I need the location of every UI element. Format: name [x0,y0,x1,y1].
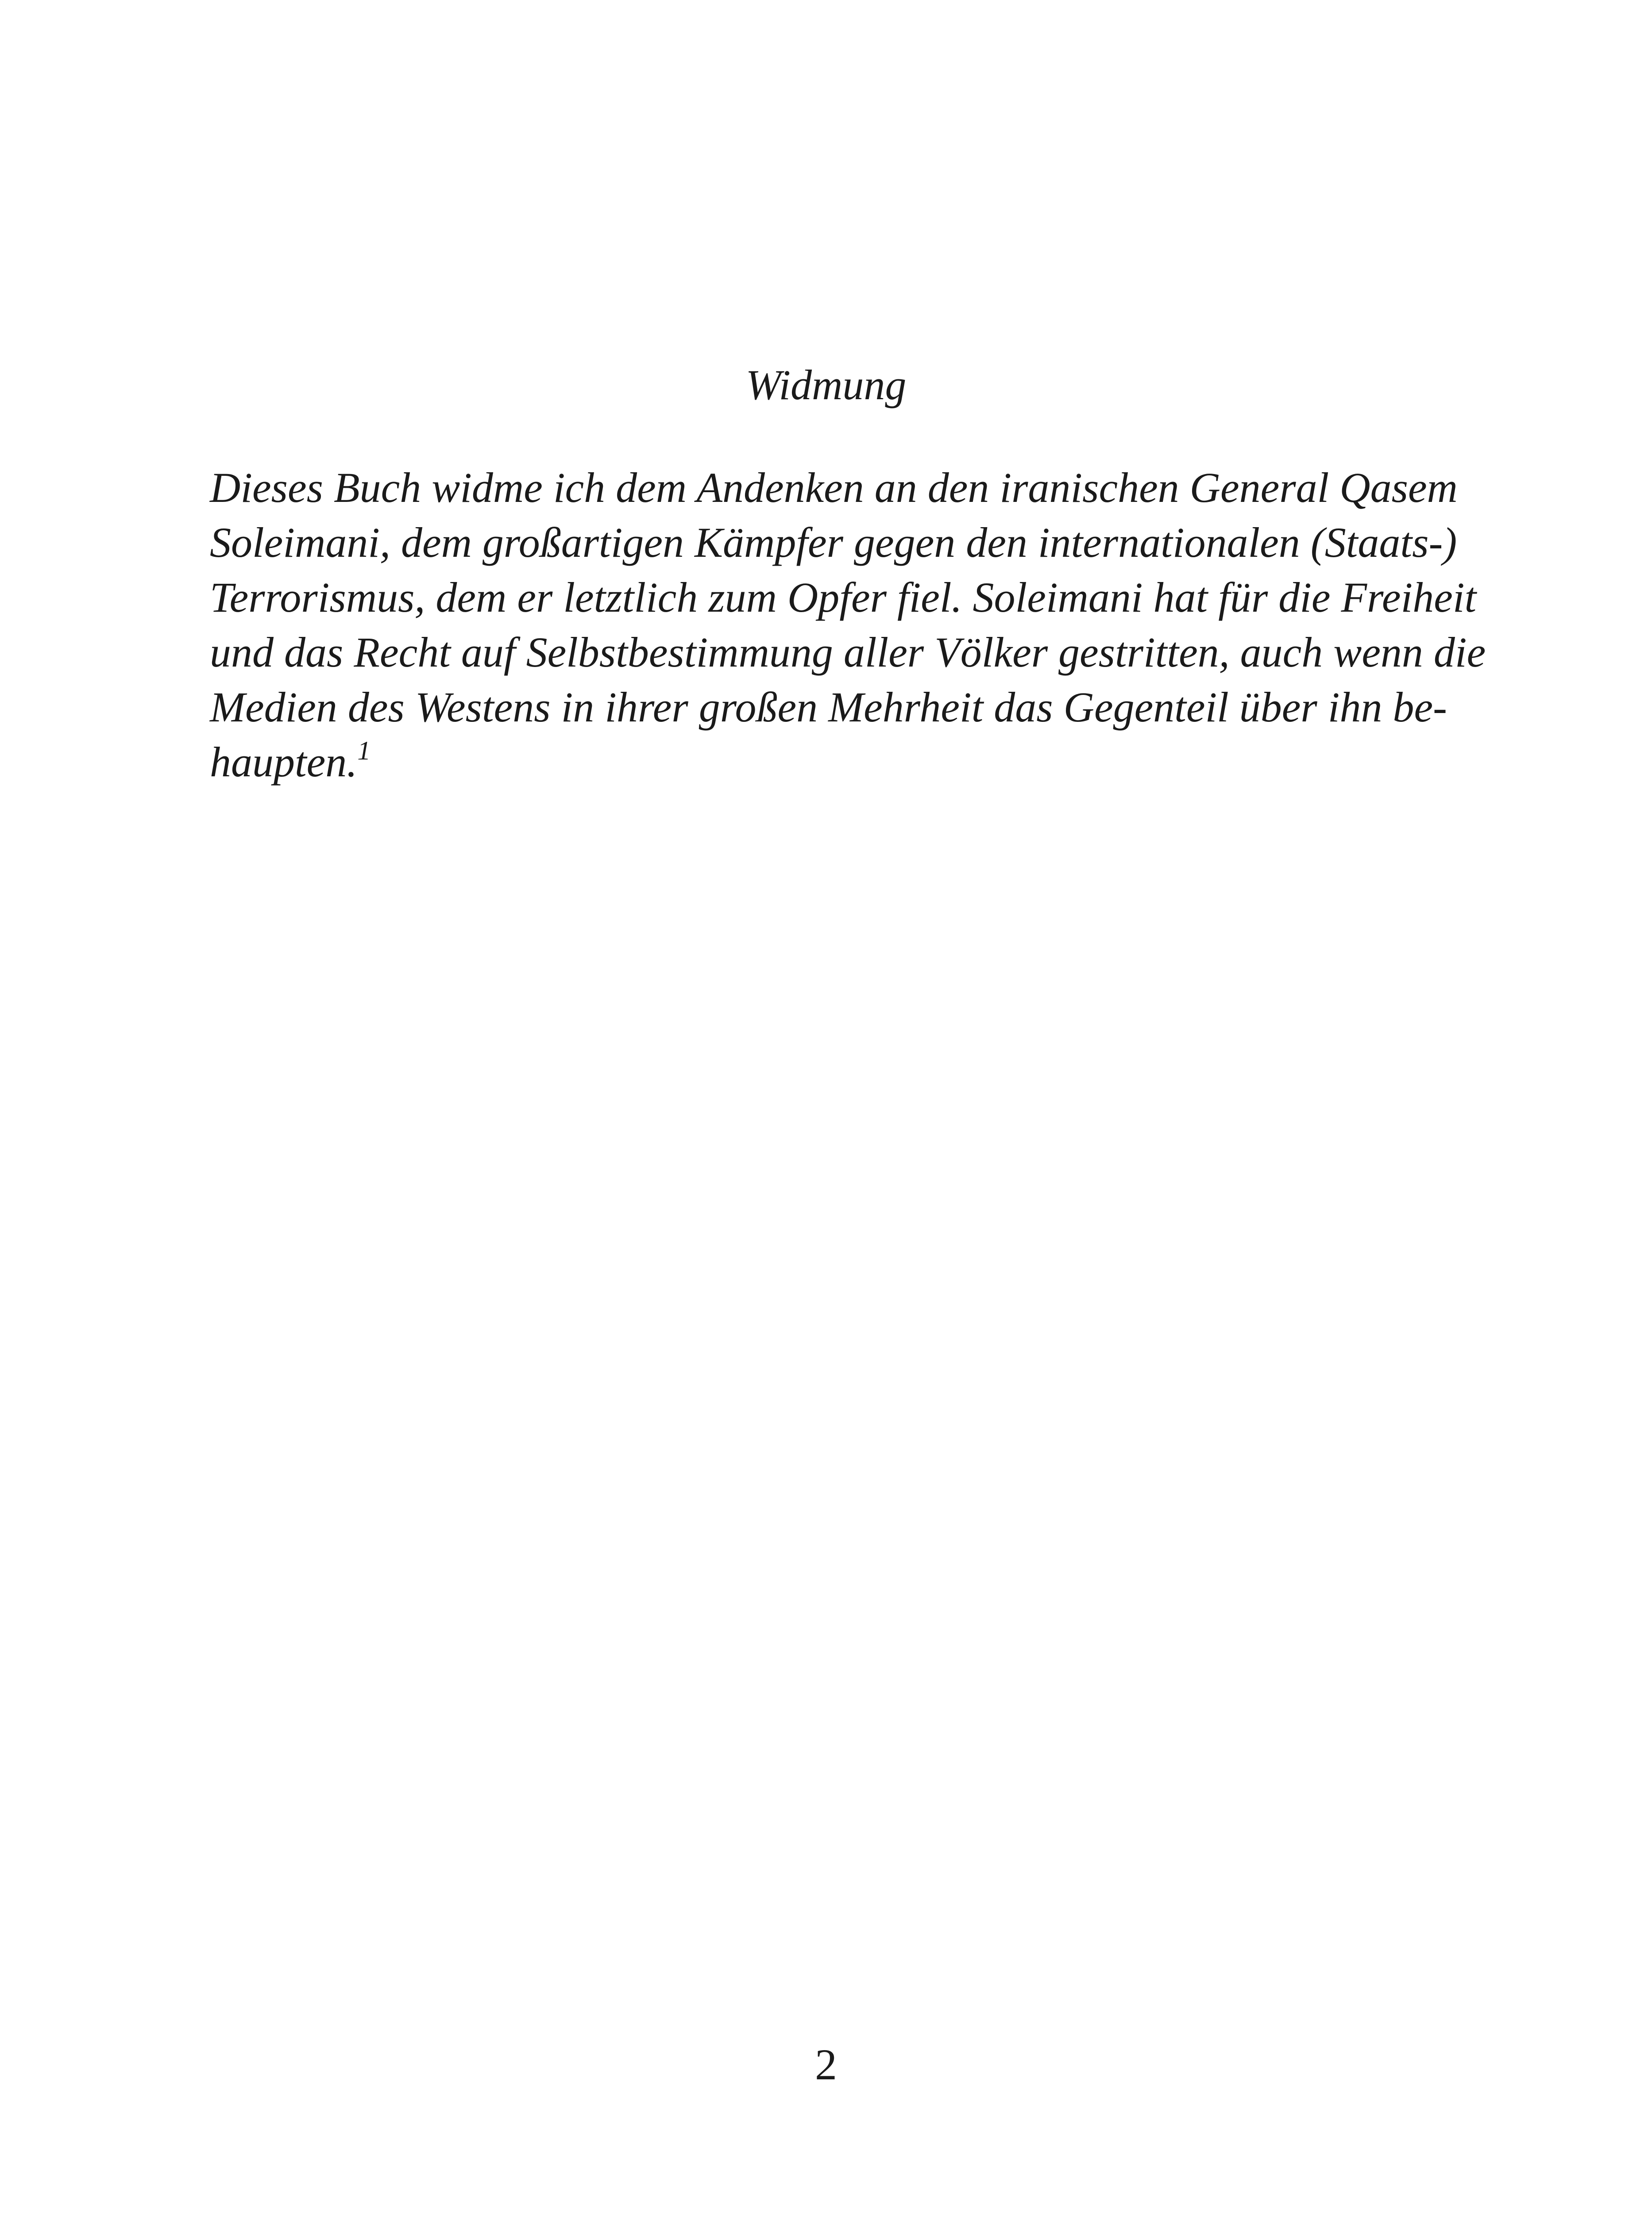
footnote-marker[interactable]: 1 [357,736,371,765]
dedication-line: und das Recht auf Selbstbestimmung aller Völker gestritten, auch wenn die [210,628,1486,676]
dedication-last-line [210,735,1443,790]
page-number: 2 [815,2040,837,2089]
dedication-heading: Widmung [745,361,907,409]
dedication-text [210,460,1486,790]
dedication-line: Medien des Westens in ihrer großen Mehrheit das Gegenteil über ihn be- [210,683,1447,731]
dedication-line: Dieses Buch widme ich dem Andenken an den iranischen General Qasem [210,464,1458,511]
dedication-line: Soleimani, dem großartigen Kämpfer gegen den internationalen (Staats-) [210,519,1457,566]
dedication-line: haupten. [210,738,358,786]
dedication-line: Terrorismus, dem er letztlich zum Opfer fiel. Soleimani hat für die Freiheit [210,574,1477,621]
